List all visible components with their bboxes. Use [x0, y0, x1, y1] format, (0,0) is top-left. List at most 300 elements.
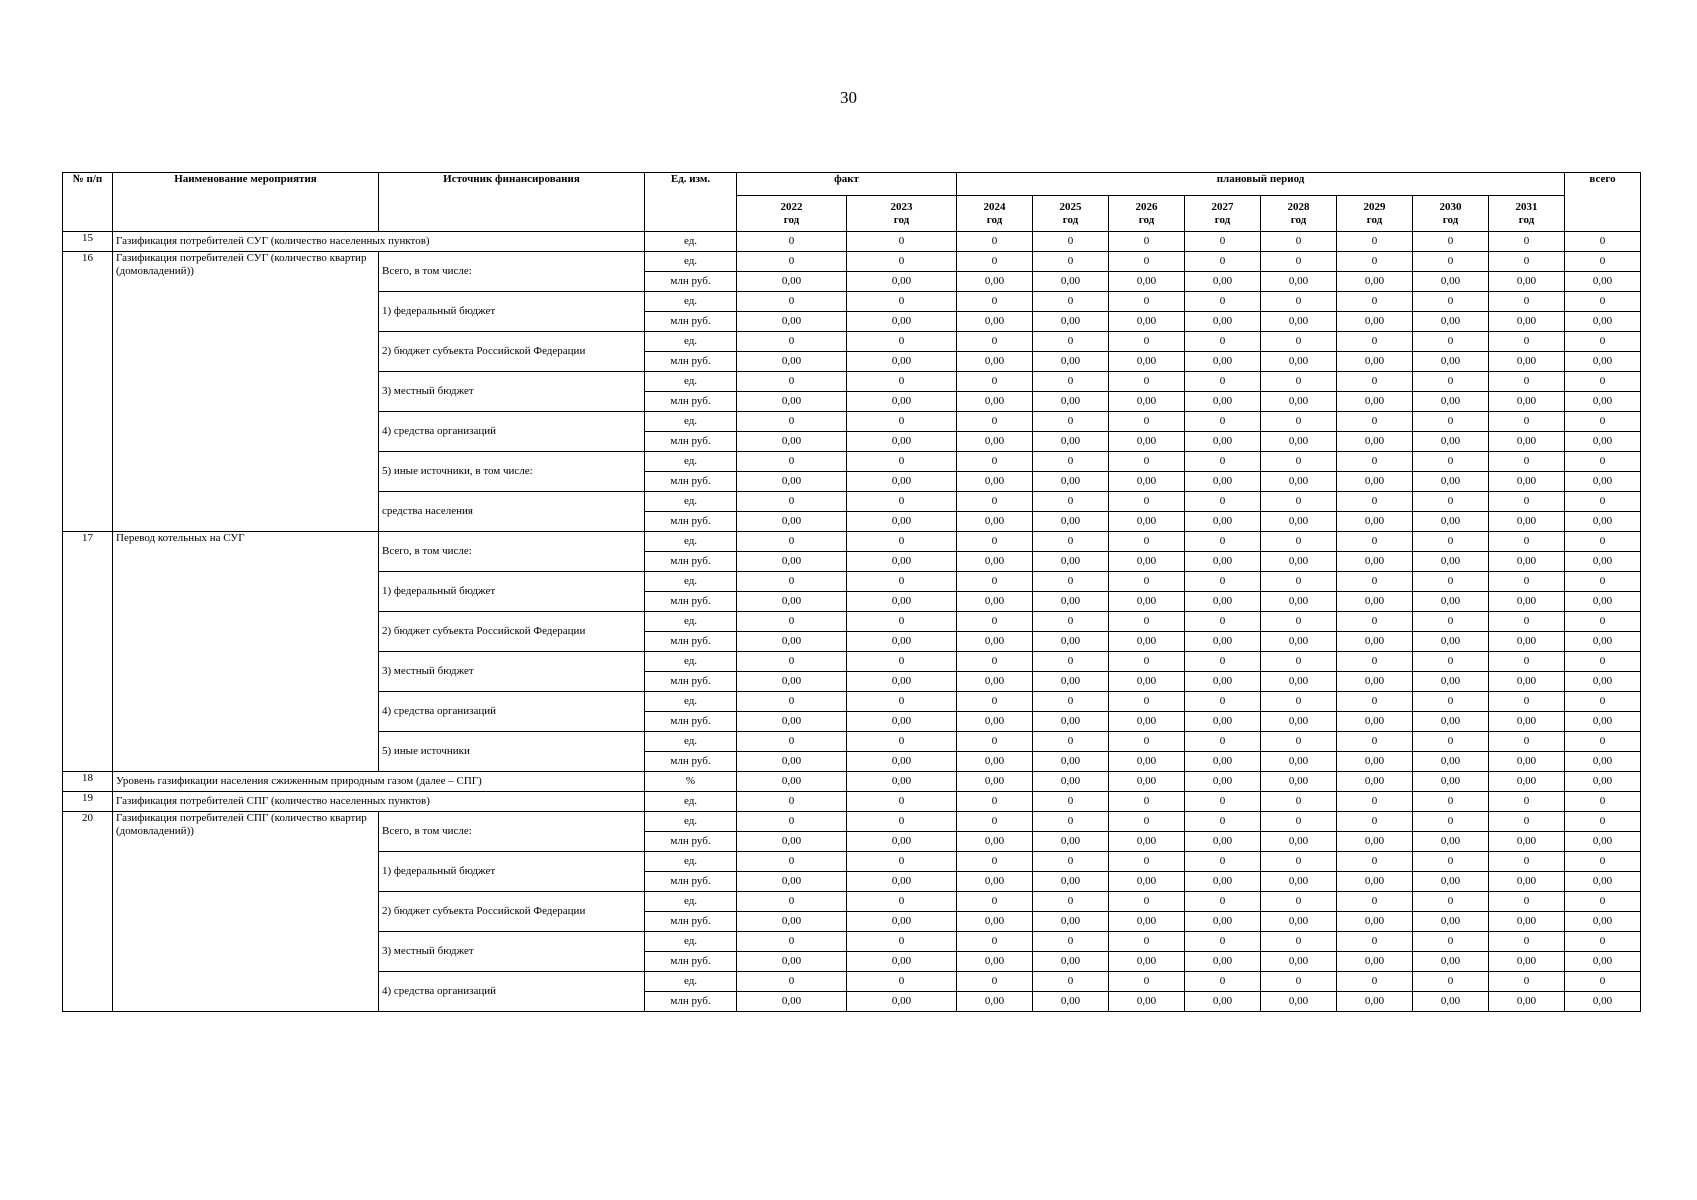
value-cell: 0: [1261, 792, 1337, 812]
value-cell: 0,00: [1337, 352, 1413, 372]
header-year: 2022 год: [737, 196, 847, 232]
funding-source: 3) местный бюджет: [379, 932, 645, 972]
value-cell: 0,00: [1413, 392, 1489, 412]
value-cell: 0: [1413, 452, 1489, 472]
value-cell: 0: [847, 792, 957, 812]
value-cell: 0: [1185, 792, 1261, 812]
value-cell: 0: [957, 612, 1033, 632]
value-cell: 0,00: [1261, 472, 1337, 492]
value-cell: 0,00: [1261, 592, 1337, 612]
unit-cell: млн руб.: [645, 392, 737, 412]
value-cell: 0: [1337, 652, 1413, 672]
value-cell: 0,00: [1261, 432, 1337, 452]
value-cell: 0,00: [1489, 672, 1565, 692]
value-cell: 0,00: [1489, 832, 1565, 852]
value-cell: 0,00: [1413, 312, 1489, 332]
activity-name: Газификация потребителей СУГ (количество квартир (домовладений)): [113, 252, 379, 532]
value-cell: 0: [1109, 532, 1185, 552]
value-cell: 0: [1185, 232, 1261, 252]
unit-cell: ед.: [645, 972, 737, 992]
value-cell: 0,00: [957, 272, 1033, 292]
value-cell: 0: [1261, 732, 1337, 752]
value-cell: 0,00: [1109, 632, 1185, 652]
value-cell: 0: [957, 732, 1033, 752]
value-cell: 0,00: [1033, 832, 1109, 852]
value-cell: 0: [1565, 652, 1641, 672]
value-cell: 0,00: [1109, 432, 1185, 452]
value-cell: 0,00: [1185, 952, 1261, 972]
value-cell: 0: [1185, 452, 1261, 472]
value-cell: 0,00: [1033, 872, 1109, 892]
value-cell: 0: [1109, 792, 1185, 812]
value-cell: 0: [737, 332, 847, 352]
value-cell: 0: [1413, 892, 1489, 912]
header-plan: плановый период: [957, 173, 1565, 196]
value-cell: 0,00: [1413, 772, 1489, 792]
funding-source: средства населения: [379, 492, 645, 532]
value-cell: 0: [1565, 892, 1641, 912]
value-cell: 0: [737, 612, 847, 632]
value-cell: 0,00: [1185, 592, 1261, 612]
value-cell: 0,00: [1261, 772, 1337, 792]
value-cell: 0,00: [1489, 632, 1565, 652]
value-cell: 0: [1261, 812, 1337, 832]
value-cell: 0,00: [1489, 872, 1565, 892]
value-cell: 0,00: [1109, 512, 1185, 532]
value-cell: 0: [1489, 652, 1565, 672]
value-cell: 0,00: [1565, 432, 1641, 452]
value-cell: 0,00: [1033, 992, 1109, 1012]
value-cell: 0,00: [1489, 472, 1565, 492]
value-cell: 0: [1261, 692, 1337, 712]
header-year: 2028 год: [1261, 196, 1337, 232]
value-cell: 0,00: [1565, 712, 1641, 732]
value-cell: 0,00: [1337, 752, 1413, 772]
value-cell: 0,00: [957, 952, 1033, 972]
value-cell: 0,00: [1109, 952, 1185, 972]
value-cell: 0,00: [737, 512, 847, 532]
funding-source: 5) иные источники: [379, 732, 645, 772]
value-cell: 0,00: [737, 432, 847, 452]
value-cell: 0,00: [1185, 752, 1261, 772]
value-cell: 0: [1261, 252, 1337, 272]
value-cell: 0: [1109, 892, 1185, 912]
value-cell: 0: [1413, 732, 1489, 752]
unit-cell: ед.: [645, 652, 737, 672]
row-number: 16: [63, 252, 113, 532]
value-cell: 0,00: [1565, 672, 1641, 692]
header-num: № п/п: [63, 173, 113, 232]
value-cell: 0: [1185, 812, 1261, 832]
value-cell: 0: [1489, 792, 1565, 812]
value-cell: 0: [1109, 252, 1185, 272]
unit-cell: ед.: [645, 492, 737, 512]
value-cell: 0,00: [1033, 392, 1109, 412]
value-cell: 0,00: [1565, 952, 1641, 972]
value-cell: 0: [1489, 732, 1565, 752]
value-cell: 0,00: [957, 432, 1033, 452]
value-cell: 0,00: [1489, 752, 1565, 772]
header-year: 2026 год: [1109, 196, 1185, 232]
value-cell: 0: [1337, 492, 1413, 512]
value-cell: 0,00: [847, 712, 957, 732]
value-cell: 0,00: [1033, 352, 1109, 372]
value-cell: 0: [1337, 932, 1413, 952]
value-cell: 0: [1033, 492, 1109, 512]
value-cell: 0: [1109, 232, 1185, 252]
header-year: 2031 год: [1489, 196, 1565, 232]
unit-cell: млн руб.: [645, 272, 737, 292]
unit-cell: ед.: [645, 932, 737, 952]
value-cell: 0,00: [1413, 592, 1489, 612]
value-cell: 0,00: [1033, 912, 1109, 932]
unit-cell: млн руб.: [645, 992, 737, 1012]
value-cell: 0,00: [957, 992, 1033, 1012]
value-cell: 0,00: [737, 772, 847, 792]
value-cell: 0: [1033, 372, 1109, 392]
value-cell: 0,00: [1109, 992, 1185, 1012]
value-cell: 0,00: [737, 272, 847, 292]
value-cell: 0,00: [1413, 552, 1489, 572]
value-cell: 0,00: [1489, 992, 1565, 1012]
value-cell: 0,00: [1489, 512, 1565, 532]
value-cell: 0: [1565, 332, 1641, 352]
value-cell: 0,00: [847, 632, 957, 652]
value-cell: 0: [1261, 372, 1337, 392]
value-cell: 0: [1109, 932, 1185, 952]
value-cell: 0: [1565, 572, 1641, 592]
value-cell: 0: [1109, 652, 1185, 672]
value-cell: 0: [957, 792, 1033, 812]
value-cell: 0,00: [847, 752, 957, 772]
value-cell: 0: [957, 332, 1033, 352]
row-number: 18: [63, 772, 113, 792]
unit-cell: ед.: [645, 692, 737, 712]
value-cell: 0,00: [1033, 632, 1109, 652]
value-cell: 0: [957, 852, 1033, 872]
header-year: 2029 год: [1337, 196, 1413, 232]
value-cell: 0,00: [1565, 472, 1641, 492]
value-cell: 0: [1109, 332, 1185, 352]
value-cell: 0,00: [737, 352, 847, 372]
value-cell: 0: [847, 372, 957, 392]
unit-cell: ед.: [645, 372, 737, 392]
value-cell: 0: [957, 232, 1033, 252]
value-cell: 0: [1413, 252, 1489, 272]
value-cell: 0,00: [1413, 712, 1489, 732]
value-cell: 0: [1413, 532, 1489, 552]
value-cell: 0,00: [1109, 312, 1185, 332]
value-cell: 0,00: [737, 992, 847, 1012]
value-cell: 0: [737, 732, 847, 752]
value-cell: 0: [1489, 932, 1565, 952]
unit-cell: млн руб.: [645, 952, 737, 972]
value-cell: 0: [1413, 652, 1489, 672]
value-cell: 0: [847, 452, 957, 472]
value-cell: 0: [1185, 412, 1261, 432]
value-cell: 0,00: [1413, 272, 1489, 292]
unit-cell: ед.: [645, 792, 737, 812]
funding-source: 1) федеральный бюджет: [379, 852, 645, 892]
value-cell: 0: [1337, 452, 1413, 472]
value-cell: 0,00: [1337, 912, 1413, 932]
value-cell: 0,00: [1033, 752, 1109, 772]
value-cell: 0: [1185, 612, 1261, 632]
value-cell: 0: [1489, 452, 1565, 472]
value-cell: 0: [737, 492, 847, 512]
value-cell: 0,00: [1033, 552, 1109, 572]
value-cell: 0: [1109, 692, 1185, 712]
value-cell: 0: [1489, 852, 1565, 872]
value-cell: 0: [847, 892, 957, 912]
value-cell: 0,00: [1109, 672, 1185, 692]
value-cell: 0,00: [1565, 392, 1641, 412]
value-cell: 0: [1337, 972, 1413, 992]
funding-source: 3) местный бюджет: [379, 372, 645, 412]
unit-cell: ед.: [645, 812, 737, 832]
value-cell: 0: [1033, 852, 1109, 872]
value-cell: 0: [957, 452, 1033, 472]
value-cell: 0,00: [1185, 312, 1261, 332]
funding-source: 2) бюджет субъекта Российской Федерации: [379, 332, 645, 372]
value-cell: 0,00: [1185, 432, 1261, 452]
value-cell: 0,00: [847, 772, 957, 792]
value-cell: 0,00: [1033, 312, 1109, 332]
value-cell: 0,00: [1185, 392, 1261, 412]
value-cell: 0,00: [1261, 752, 1337, 772]
header-year: 2025 год: [1033, 196, 1109, 232]
value-cell: 0,00: [1261, 832, 1337, 852]
value-cell: 0: [1337, 892, 1413, 912]
header-fact: факт: [737, 173, 957, 196]
value-cell: 0: [1109, 612, 1185, 632]
value-cell: 0: [1185, 932, 1261, 952]
value-cell: 0: [1413, 612, 1489, 632]
funding-source: 4) средства организаций: [379, 972, 645, 1012]
funding-source: 1) федеральный бюджет: [379, 572, 645, 612]
value-cell: 0,00: [1337, 272, 1413, 292]
value-cell: 0: [957, 652, 1033, 672]
value-cell: 0: [1033, 572, 1109, 592]
value-cell: 0,00: [1337, 832, 1413, 852]
unit-cell: ед.: [645, 572, 737, 592]
unit-cell: млн руб.: [645, 512, 737, 532]
value-cell: 0: [1185, 692, 1261, 712]
value-cell: 0: [1413, 412, 1489, 432]
value-cell: 0,00: [1185, 772, 1261, 792]
value-cell: 0: [737, 252, 847, 272]
value-cell: 0,00: [737, 672, 847, 692]
value-cell: 0,00: [957, 352, 1033, 372]
value-cell: 0: [1185, 332, 1261, 352]
value-cell: 0: [1489, 252, 1565, 272]
value-cell: 0: [957, 932, 1033, 952]
value-cell: 0: [1033, 652, 1109, 672]
value-cell: 0,00: [1565, 772, 1641, 792]
value-cell: 0: [1565, 692, 1641, 712]
value-cell: 0: [1565, 292, 1641, 312]
value-cell: 0: [1565, 412, 1641, 432]
value-cell: 0: [1261, 652, 1337, 672]
value-cell: 0: [1261, 892, 1337, 912]
value-cell: 0,00: [737, 392, 847, 412]
value-cell: 0: [1185, 292, 1261, 312]
value-cell: 0,00: [1337, 712, 1413, 732]
value-cell: 0: [1565, 792, 1641, 812]
value-cell: 0: [1185, 652, 1261, 672]
value-cell: 0,00: [1109, 592, 1185, 612]
activity-name: Уровень газификации населения сжиженным природным газом (далее – СПГ): [113, 772, 645, 792]
value-cell: 0: [957, 532, 1033, 552]
value-cell: 0: [1033, 972, 1109, 992]
value-cell: 0: [847, 932, 957, 952]
value-cell: 0: [1261, 532, 1337, 552]
row-number: 15: [63, 232, 113, 252]
value-cell: 0: [1413, 852, 1489, 872]
value-cell: 0: [847, 612, 957, 632]
value-cell: 0,00: [847, 672, 957, 692]
value-cell: 0: [1033, 792, 1109, 812]
value-cell: 0: [1337, 812, 1413, 832]
value-cell: 0: [1413, 792, 1489, 812]
value-cell: 0,00: [1413, 632, 1489, 652]
value-cell: 0: [1261, 292, 1337, 312]
value-cell: 0,00: [1565, 632, 1641, 652]
value-cell: 0: [847, 852, 957, 872]
value-cell: 0,00: [737, 912, 847, 932]
value-cell: 0: [1109, 412, 1185, 432]
unit-cell: млн руб.: [645, 592, 737, 612]
value-cell: 0: [1413, 232, 1489, 252]
unit-cell: ед.: [645, 612, 737, 632]
value-cell: 0,00: [1261, 392, 1337, 412]
value-cell: 0: [1565, 972, 1641, 992]
value-cell: 0: [1489, 292, 1565, 312]
value-cell: 0: [737, 852, 847, 872]
value-cell: 0,00: [1489, 712, 1565, 732]
value-cell: 0: [1337, 692, 1413, 712]
activity-name: Газификация потребителей СПГ (количество населенных пунктов): [113, 792, 645, 812]
value-cell: 0,00: [957, 752, 1033, 772]
value-cell: 0,00: [1185, 832, 1261, 852]
value-cell: 0,00: [1109, 872, 1185, 892]
value-cell: 0,00: [847, 392, 957, 412]
value-cell: 0: [1185, 892, 1261, 912]
activity-name: Перевод котельных на СУГ: [113, 532, 379, 772]
row-number: 17: [63, 532, 113, 772]
value-cell: 0,00: [1109, 472, 1185, 492]
value-cell: 0: [1033, 532, 1109, 552]
value-cell: 0: [1337, 412, 1413, 432]
value-cell: 0: [1033, 812, 1109, 832]
value-cell: 0,00: [1413, 832, 1489, 852]
value-cell: 0,00: [847, 472, 957, 492]
value-cell: 0: [1185, 732, 1261, 752]
value-cell: 0,00: [1337, 672, 1413, 692]
value-cell: 0,00: [1337, 472, 1413, 492]
value-cell: 0,00: [1033, 472, 1109, 492]
value-cell: 0,00: [957, 672, 1033, 692]
row-number: 19: [63, 792, 113, 812]
value-cell: 0,00: [847, 432, 957, 452]
value-cell: 0: [1261, 492, 1337, 512]
value-cell: 0,00: [1413, 672, 1489, 692]
value-cell: 0: [1565, 492, 1641, 512]
value-cell: 0,00: [847, 832, 957, 852]
value-cell: 0,00: [1565, 512, 1641, 532]
unit-cell: млн руб.: [645, 432, 737, 452]
value-cell: 0,00: [1109, 912, 1185, 932]
value-cell: 0,00: [1565, 312, 1641, 332]
value-cell: 0,00: [1261, 992, 1337, 1012]
unit-cell: ед.: [645, 732, 737, 752]
value-cell: 0: [1489, 412, 1565, 432]
value-cell: 0,00: [1489, 912, 1565, 932]
value-cell: 0: [1261, 452, 1337, 472]
value-cell: 0: [1489, 692, 1565, 712]
value-cell: 0: [1489, 812, 1565, 832]
value-cell: 0: [1413, 972, 1489, 992]
value-cell: 0,00: [1565, 872, 1641, 892]
value-cell: 0: [957, 492, 1033, 512]
value-cell: 0,00: [1489, 352, 1565, 372]
value-cell: 0: [1337, 792, 1413, 812]
value-cell: 0,00: [1033, 592, 1109, 612]
value-cell: 0,00: [1185, 352, 1261, 372]
value-cell: 0: [1489, 892, 1565, 912]
value-cell: 0,00: [1413, 432, 1489, 452]
value-cell: 0: [847, 252, 957, 272]
value-cell: 0,00: [737, 592, 847, 612]
value-cell: 0: [1109, 852, 1185, 872]
value-cell: 0: [1109, 812, 1185, 832]
value-cell: 0,00: [1489, 432, 1565, 452]
unit-cell: ед.: [645, 332, 737, 352]
value-cell: 0: [1185, 252, 1261, 272]
value-cell: 0: [957, 692, 1033, 712]
value-cell: 0: [1109, 492, 1185, 512]
value-cell: 0,00: [957, 312, 1033, 332]
value-cell: 0: [847, 412, 957, 432]
value-cell: 0,00: [1337, 552, 1413, 572]
value-cell: 0: [847, 532, 957, 552]
value-cell: 0,00: [1261, 912, 1337, 932]
value-cell: 0: [1413, 572, 1489, 592]
value-cell: 0,00: [1413, 912, 1489, 932]
value-cell: 0,00: [1489, 772, 1565, 792]
value-cell: 0: [1489, 372, 1565, 392]
funding-source: Всего, в том числе:: [379, 812, 645, 852]
value-cell: 0,00: [1109, 832, 1185, 852]
value-cell: 0: [1565, 452, 1641, 472]
value-cell: 0: [1489, 492, 1565, 512]
value-cell: 0,00: [1489, 392, 1565, 412]
value-cell: 0: [1565, 232, 1641, 252]
value-cell: 0: [1033, 412, 1109, 432]
value-cell: 0,00: [1109, 272, 1185, 292]
funding-source: 4) средства организаций: [379, 692, 645, 732]
value-cell: 0,00: [957, 872, 1033, 892]
value-cell: 0: [1565, 932, 1641, 952]
value-cell: 0: [1565, 612, 1641, 632]
value-cell: 0: [1337, 532, 1413, 552]
value-cell: 0: [1489, 972, 1565, 992]
unit-cell: %: [645, 772, 737, 792]
value-cell: 0,00: [1565, 552, 1641, 572]
value-cell: 0,00: [1261, 872, 1337, 892]
value-cell: 0,00: [1185, 712, 1261, 732]
unit-cell: млн руб.: [645, 832, 737, 852]
